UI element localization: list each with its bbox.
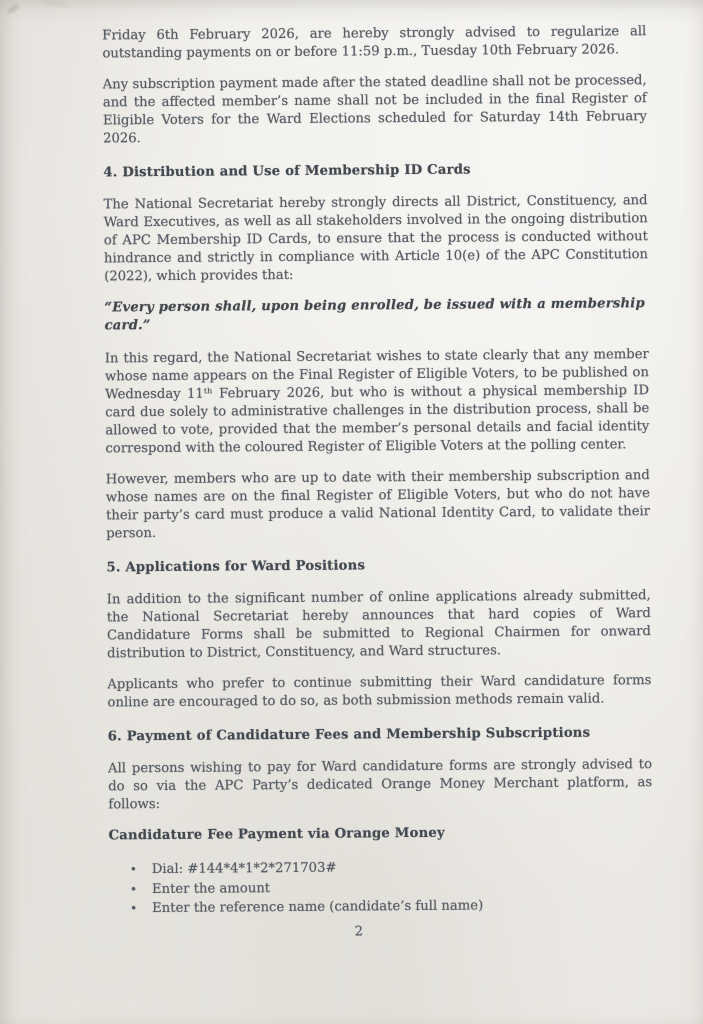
list-item-text: Enter the reference name (candidate’s full name) xyxy=(152,898,484,917)
bullet-dot-icon: • xyxy=(130,901,138,916)
list-item-text: Enter the amount xyxy=(151,880,271,897)
bullet-dot-icon: • xyxy=(129,881,138,896)
bullet-dot-icon: • xyxy=(129,862,137,877)
paragraph-online-submission: Applicants who prefer to continue submitting their Ward candidature forms online are encouraged to do so, as both submission methods remain valid. xyxy=(107,673,652,711)
paragraph-deadline-warning: Any subscription payment made after the stated deadline shall not be processed, and the affected member’s name shall not be included in the final Register of Eligible Voters for the Ward Elections scheduled for Saturday 14th February 2026. xyxy=(102,73,647,147)
page-number: 2 xyxy=(354,923,364,939)
list-item xyxy=(130,895,653,919)
constitution-quote: “Every person shall, upon being enrolled, be issued with a membership card.” xyxy=(104,296,645,334)
paragraph-orange-money-advice: All persons wishing to pay for Ward candidature forms are strongly advised to do so via the APC Party’s dedicated Orange Money Merchant platform, as follows: xyxy=(107,757,653,813)
section-heading-4: 4. Distribution and Use of Membership ID Cards xyxy=(103,162,471,181)
paragraph-national-id-requirement: However, members who are up to date with their membership subscription and whose names are on the final Register of Eligible Voters, but who do not have their party’s card must produce a valid National Identity Card, to validate their person. xyxy=(105,468,651,542)
list-item-text: Dial: #144*4*1*2*271703# xyxy=(151,860,337,878)
section-heading-6: 6. Payment of Candidature Fees and Membership Subscriptions xyxy=(107,725,591,745)
paragraph-voting-provision: In this regard, the National Secretariat wishes to state clearly that any member whose name appears on the Final Register of Eligible Voters, to be published on Wednesday 11ᵗʰ February 2026, but who is without a physical membership ID card due solely to administrative challenges in the distribution process, shall be allowed to vote, provided that the member’s personal details and facial identity correspond with the coloured Register of Eligible Voters at the polling center. xyxy=(104,347,650,457)
paragraph-id-card-directive: The National Secretariat hereby strongly directs all District, Constituency, and Ward Executives, as well as all stakeholders involved in the ongoing distribution of APC Membership ID Cards, to ensure that the process is conducted without hindrance and strictly in compliance with Article 10(e) of the APC Constitution (2022), which provides that: xyxy=(103,193,649,285)
section-heading-5: 5. Applications for Ward Positions xyxy=(106,558,366,576)
subheading-fee-payment: Candidature Fee Payment via Orange Money xyxy=(108,825,445,844)
paragraph-arrears-notice: Friday 6th February 2026, are hereby strongly advised to regularize all outstanding payments on or before 11:59 p.m., Tuesday 10th February 2026. xyxy=(102,24,647,62)
paragraph-hard-copies: In addition to the significant number of online applications already submitted, the National Secretariat hereby announces that hard copies of Ward Candidature Forms shall be submitted to Regional Chairmen for onward distribution to District, Constituency, and Ward structures. xyxy=(106,588,652,662)
payment-steps-list xyxy=(109,856,653,919)
